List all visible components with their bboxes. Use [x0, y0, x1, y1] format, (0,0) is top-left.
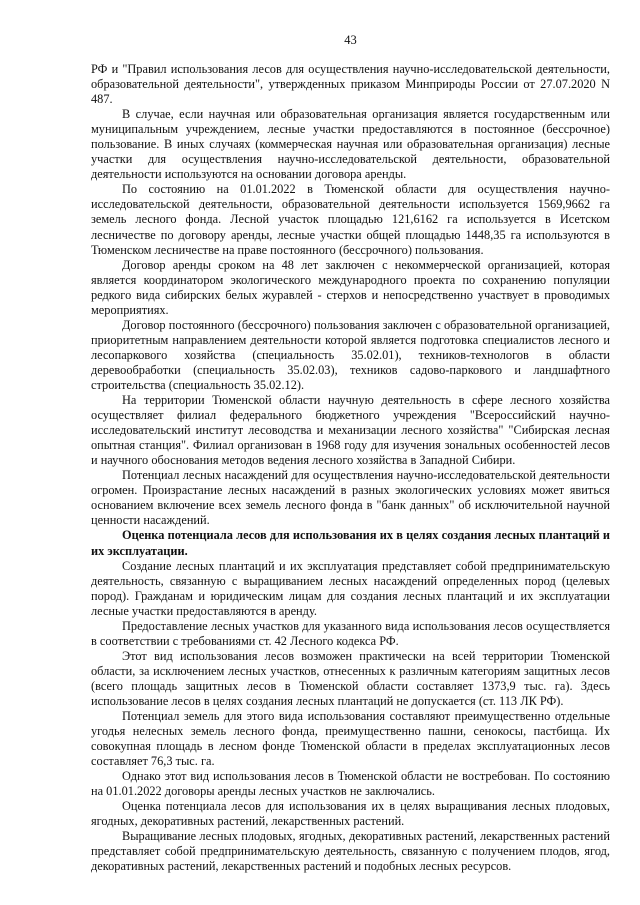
page-number: 43 [344, 33, 357, 47]
paragraph: Создание лесных плантаций и их эксплуатация представляет собой предпринимательскую деятельность, связанную с выращиванием лесных насаждений определенных пород (целевых пород). Гражданам и юридическим лицам для создания лесных плантаций и их эксплуатации лесные участки предоставляются в аренду. [91, 558, 610, 618]
section-heading: Оценка потенциала лесов для использования их в целях создания лесных плантаций и их эксплуатации. [91, 528, 610, 558]
paragraph: Однако этот вид использования лесов в Тюменской области не востребован. По состоянию на 01.01.2022 договоры аренды лесных участков не заключались. [91, 769, 610, 799]
paragraph: В случае, если научная или образовательная организация является государственным или муниципальным учреждением, лесные участки предоставляются в постоянное (бессрочное) пользование. В иных случаях (коммерческая научная или образовательная организация) лесные участки для осуществления научно-исследовательской деятельности, образовательной деятельности используются на основании договора аренды. [91, 107, 610, 182]
paragraph: Предоставление лесных участков для указанного вида использования лесов осуществляется в соответствии с требованиями ст. 42 Лесного кодекса РФ. [91, 618, 610, 648]
paragraph: Потенциал земель для этого вида использования составляют преимущественно отдельные угодья нелесных земель лесного фонда, преимущественно пашни, сенокосы, пастбища. Их совокупная площадь в лесном фонде Тюменской области в пределах эксплуатационных лесов составляет 76,3 тыс. га. [91, 709, 610, 769]
paragraph: Выращивание лесных плодовых, ягодных, декоративных растений, лекарственных растений представляет собой предпринимательскую деятельность, связанную с получением плодов, ягод, декоративных растений, лекарственных растений и подобных лесных ресурсов. [91, 829, 610, 874]
paragraph: По состоянию на 01.01.2022 в Тюменской области для осуществления научно-исследовательской деятельности, образовательной деятельности используется 1569,9662 га земель лесного фонда. Лесной участок площадью 121,6162 га используется в Исетском лесничестве по договору аренды, лесные участки общей площадью 1448,35 га используются в Тюменском лесничестве на праве постоянного (бессрочного) пользования. [91, 182, 610, 257]
paragraph: Оценка потенциала лесов для использования их в целях выращивания лесных плодовых, ягодных, декоративных растений, лекарственных растений. [91, 799, 610, 829]
paragraph: Потенциал лесных насаждений для осуществления научно-исследовательской деятельности огромен. Произрастание лесных насаждений в разных экологических условиях может явиться основанием включение всех земель лесного фонда в "банк данных" об исключительной научной ценности насаждений. [91, 468, 610, 528]
paragraph: Договор аренды сроком на 48 лет заключен с некоммерческой организацией, которая является координатором экологического международного проекта по сохранению популяции редкого вида сибирских белых журавлей - стерхов и непосредственно участвует в проводимых мероприятиях. [91, 257, 610, 317]
paragraph-continuation: РФ и "Правил использования лесов для осуществления научно-исследовательской деятельности, образовательной деятельности", утвержденных приказом Минприроды России от 27.07.2020 N 487. [91, 62, 610, 107]
paragraph: На территории Тюменской области научную деятельность в сфере лесного хозяйства осуществляет филиал федерального бюджетного учреждения "Всероссийский научно-исследовательский институт лесоводства и механизации лесного хозяйства" "Сибирская лесная опытная станция". Филиал организован в 1968 году для изучения зональных особенностей лесов и научного обоснования методов ведения лесного хозяйства в Западной Сибири. [91, 393, 610, 468]
paragraph: Договор постоянного (бессрочного) пользования заключен с образовательной организацией, приоритетным направлением деятельности которой является подготовка специалистов лесного и лесопаркового хозяйства (специальность 35.02.01), техников-технологов в области деревообработки (специальность 35.02.03), техников садово-паркового и ландшафтного строительства (специальность 35.02.12). [91, 317, 610, 392]
paragraph: Этот вид использования лесов возможен практически на всей территории Тюменской области, за исключением лесных участков, отнесенных к различным категориям защитных лесов (всего площадь защитных лесов в Тюменской области составляет 1373,9 тыс. га). Здесь использование лесов в целях создания лесных плантаций не допускается (ст. 113 ЛК РФ). [91, 648, 610, 708]
